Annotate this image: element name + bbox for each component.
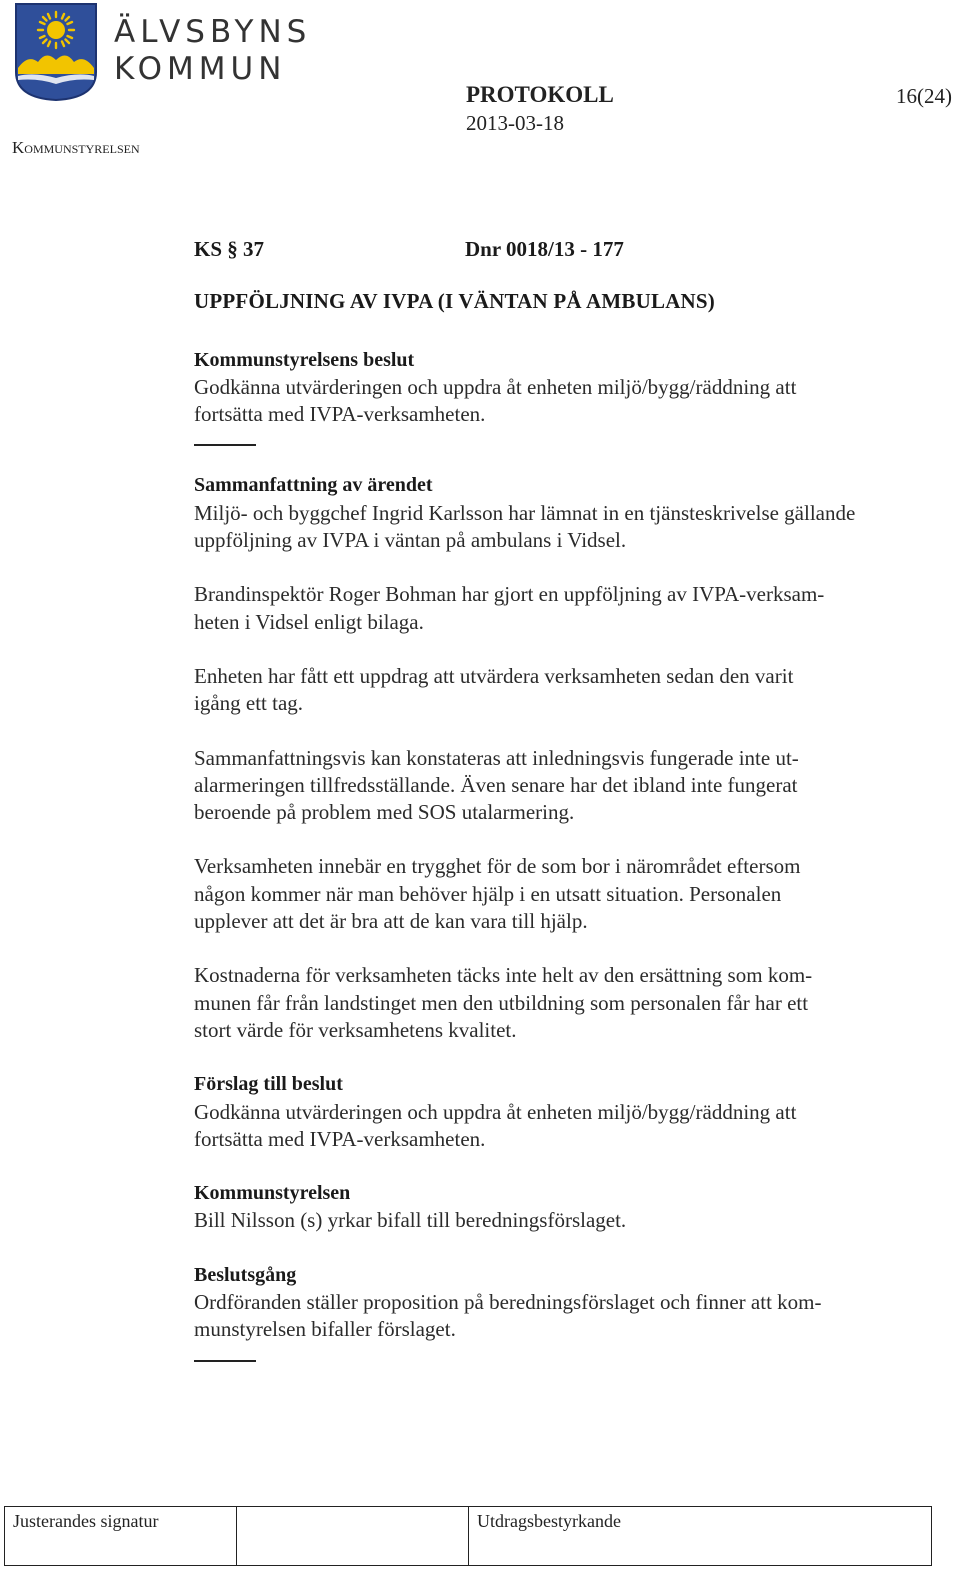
- summary-line: Verksamheten innebär en trygghet för de som bor i närområdet eftersom: [194, 854, 801, 879]
- decision-line: fortsätta med IVPA-verksamheten.: [194, 402, 486, 427]
- case-paragraph-number: KS § 37: [194, 237, 265, 261]
- decision-line: Godkänna utvärderingen och uppdra åt enheten miljö/bygg/räddning att: [194, 374, 797, 399]
- logo-line-2: KOMMUN: [114, 51, 287, 87]
- section-divider: [194, 1360, 256, 1362]
- summary-line: Sammanfattningsvis kan konstateras att inledningsvis fungerade inte ut-: [194, 745, 799, 770]
- summary-line: stort värde för verksamhetens kvalitet.: [194, 1017, 517, 1042]
- summary-line: upplever att det är bra att de kan vara till hjälp.: [194, 909, 588, 934]
- municipality-coat-of-arms: [14, 2, 98, 102]
- summary-line: någon kommer när man behöver hjälp i en utsatt situation. Personalen: [194, 881, 782, 906]
- decision-heading: Kommunstyrelsens beslut: [194, 348, 415, 371]
- summary-line: munen får från landstinget men den utbildning som personalen får har ett: [194, 990, 809, 1015]
- summary-line: Miljö- och byggchef Ingrid Karlsson har lämnat in en tjänsteskrivelse gällande: [194, 500, 856, 525]
- proposal-line: fortsätta med IVPA-verksamheten.: [194, 1126, 486, 1151]
- summary-line: heten i Vidsel enligt bilaga.: [194, 609, 424, 634]
- summary-line: Brandinspektör Roger Bohman har gjort en uppföljning av IVPA-verksam-: [194, 582, 825, 607]
- summary-line: igång ett tag.: [194, 691, 304, 716]
- logo-line-1: ÄLVSBYNS: [114, 14, 312, 50]
- summary-line: uppföljning av IVPA i väntan på ambulans i Vidsel.: [194, 528, 627, 553]
- department-name: Kommunstyrelsen: [12, 138, 140, 157]
- board-motion-line: Bill Nilsson (s) yrkar bifall till beredningsförslaget.: [194, 1208, 627, 1233]
- municipality-name-logo: [114, 14, 311, 88]
- case-registration-number: Dnr 0018/13 - 177: [465, 237, 624, 261]
- case-title: UPPFÖLJNING AV IVPA (I VÄNTAN PÅ AMBULANS): [194, 289, 715, 314]
- document-type: PROTOKOLL: [466, 82, 614, 107]
- summary-line: Enheten har fått ett uppdrag att utvärdera verksamheten sedan den varit: [194, 663, 794, 688]
- procedure-heading: Beslutsgång: [194, 1263, 297, 1286]
- summary-line: Kostnaderna för verksamheten täcks inte helt av den ersättning som kom-: [194, 963, 813, 988]
- signature-table: [4, 1506, 932, 1566]
- case-ids: [194, 236, 914, 263]
- summary-line: alarmeringen tillfredsställande. Även senare har det ibland inte fungerat: [194, 772, 798, 797]
- signature-cell-adjusters: Justerandes signatur: [5, 1507, 237, 1565]
- proposal-heading: Förslag till beslut: [194, 1073, 343, 1096]
- signature-cell-extract-certification: Utdragsbestyrkande: [477, 1511, 621, 1531]
- procedure-line: munstyrelsen bifaller förslaget.: [194, 1317, 456, 1342]
- protocol-body: [194, 236, 914, 1362]
- board-heading: Kommunstyrelsen: [194, 1182, 351, 1205]
- page-number: 16(24): [896, 84, 952, 108]
- proposal-line: Godkänna utvärderingen och uppdra åt enheten miljö/bygg/räddning att: [194, 1099, 797, 1124]
- procedure-line: Ordföranden ställer proposition på beredningsförslaget och finner att kom-: [194, 1290, 822, 1315]
- summary-heading: Sammanfattning av ärendet: [194, 474, 433, 497]
- summary-line: beroende på problem med SOS utalarmering.: [194, 800, 575, 825]
- signature-cell-empty: [237, 1507, 469, 1565]
- document-date: 2013-03-18: [466, 111, 564, 135]
